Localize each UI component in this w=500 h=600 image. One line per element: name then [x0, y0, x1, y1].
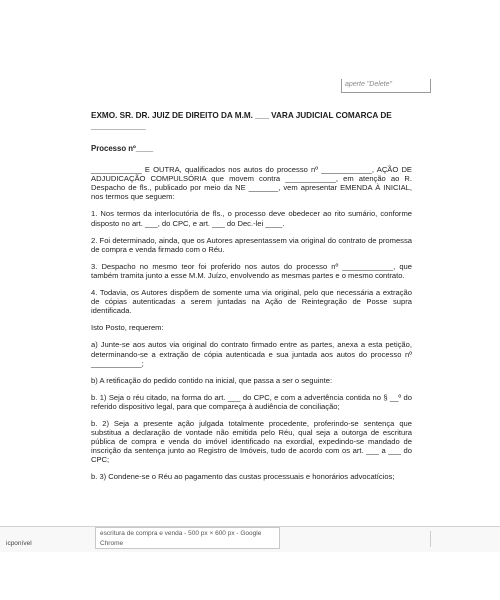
window-tooltip	[95, 527, 280, 549]
taskbar-left-label[interactable]: icponível	[6, 540, 32, 547]
request-b3: b. 3) Condene-se o Réu ao pagamento das custas processuais e honorários advocatícios;	[91, 472, 395, 482]
request-b2: b. 2) Seja a presente ação julgada totalmente procedente, proferindo-se sentença que substitua a declaração de vontade não emitida pelo Réu, qual seja a outorga de escritura pública de compra e venda do imóvel identificado na exordial, expedindo-se mandado de inscrição da sentença junto ao Registro de Imóveis, tudo de acordo com os art. ___ a ___ do CPC;	[91, 418, 412, 465]
petition-document	[91, 110, 412, 490]
paragraph-2: 2. Foi determinado, ainda, que os Autores apresentassem via original do contrato de promessa de compra e venda firmado com o Réu.	[91, 235, 412, 254]
tooltip-title-line2: Chrome	[100, 540, 124, 547]
taskbar-divider	[430, 531, 431, 547]
delete-hint-text: aperte "Delete"	[345, 81, 392, 88]
intro-paragraph: ____________ E OUTRA, qualificados nos autos do processo nº ____________, AÇÃO DE ADJUDICAÇÃO COMPULSÓRIA que movem contra ____________, em atenção ao R. Despacho de fls., publicado por meio da NE _______, vem apresentar EMENDA À INICIAL, nos termos que seguem:	[91, 165, 412, 202]
request-b1: b. 1) Seja o réu citado, na forma do art. ___ do CPC, e com a advertência contida no § __º do referido dispositivo legal, para que compareça à audiência de conciliação;	[91, 392, 412, 411]
request-a: a) Junte-se aos autos via original do contrato firmado entre as partes, anexa a esta petição, determinando-se a extração de cópia autenticada e sua juntada aos autos do processo nº ____________;	[91, 340, 412, 368]
paragraph-isto-posto: Isto Posto, requerem:	[91, 323, 164, 333]
processo-number: Processo nº____	[91, 144, 154, 153]
paragraph-3: 3. Despacho no mesmo teor foi proferido nos autos do processo nº ____________, que também tramita junto a esse M.M. Juízo, envolvendo as mesmas partes e o mesmo contrato.	[91, 261, 412, 280]
tooltip-title-line1: escritura de compra e venda - 500 px × 600 px - Google	[100, 530, 262, 537]
delete-hint-box	[341, 79, 431, 93]
document-heading: EXMO. SR. DR. JUIZ DE DIREITO DA M.M. ___ VARA JUDICIAL COMARCA DE ____________	[91, 111, 392, 131]
paragraph-4: 4. Todavia, os Autores dispõem de somente uma via original, pelo que necessária a extração de cópias autenticadas a serem juntadas na Ação de Reintegração de Posse supra identificada.	[91, 288, 412, 316]
request-b: b) A retificação do pedido contido na inicial, que passa a ser o seguinte:	[91, 375, 333, 385]
paragraph-1: 1. Nos termos da interlocutória de fls., o processo deve obedecer ao rito sumário, conforme disposto no art. ___, do CPC, e art. ___ do Dec.-lei ____.	[91, 209, 412, 228]
